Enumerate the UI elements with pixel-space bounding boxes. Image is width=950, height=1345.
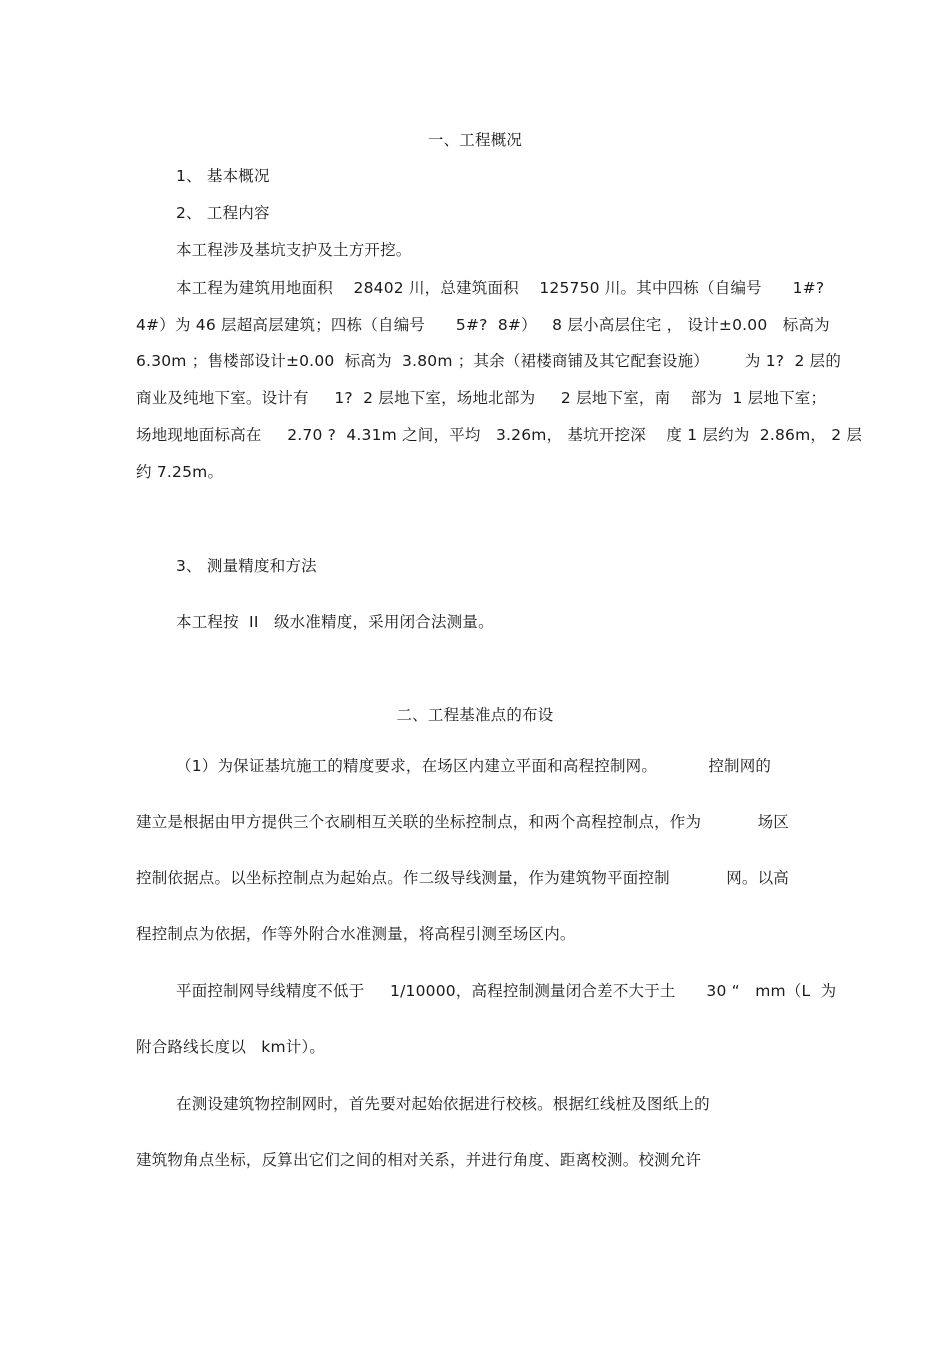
paragraph-line: 附合路线长度以 km计）。 [136, 1038, 326, 1056]
paragraph-line: 商业及纯地下室。设计有 1? 2 层地下室，场地北部为 2 层地下室，南 部为 1 层地下室； [136, 389, 827, 407]
paragraph-line: 平面控制网导线精度不低于 1/10000，高程控制测量闭合差不大于土 30 “ mm（L 为 [176, 982, 837, 1000]
subheading-basic-overview: 1、 基本概况 [176, 167, 270, 185]
section-1-heading: 一、工程概况 [427, 131, 523, 149]
section-2-heading: 二、工程基准点的布设 [396, 706, 554, 724]
paragraph-accuracy: 本工程按 II 级水准精度，采用闭合法测量。 [176, 613, 494, 631]
paragraph-line: 场地现地面标高在 2.70 ? 4.31m 之间，平均 3.26m， 基坑开挖深 度 1 层约为 2.86m， 2 层 [136, 426, 863, 444]
paragraph-line: 程控制点为依据，作等外附合水准测量，将高程引测至场区内。 [136, 925, 576, 943]
paragraph-line: 本工程为建筑用地面积 28402 川，总建筑面积 125750 川。其中四栋（自编号 1#? [176, 279, 825, 297]
paragraph-scope: 本工程涉及基坑支护及土方开挖。 [176, 241, 412, 259]
paragraph-line: 控制依据点。以坐标控制点为起始点。作二级导线测量，作为建筑物平面控制 网。以高 [136, 869, 789, 887]
paragraph-line: 建立是根据由甲方提供三个衣刷相互关联的坐标控制点，和两个高程控制点，作为 场区 [136, 813, 789, 831]
subheading-survey-accuracy: 3、 测量精度和方法 [176, 557, 317, 575]
paragraph-line: 6.30m ；售楼部设计±0.00 标高为 3.80m ；其余（裙楼商铺及其它配套设施） 为 1? 2 层的 [136, 352, 842, 370]
subheading-project-content: 2、 工程内容 [176, 204, 270, 222]
paragraph-line: 约 7.25m。 [136, 463, 224, 481]
paragraph-line: （1）为保证基坑施工的精度要求，在场区内建立平面和高程控制网。 控制网的 [176, 757, 772, 775]
paragraph-line: 建筑物角点坐标，反算出它们之间的相对关系，并进行角度、距离校测。校测允许 [136, 1151, 702, 1169]
paragraph-line: 在测设建筑物控制网时，首先要对起始依据进行校核。根据红线桩及图纸上的 [176, 1095, 710, 1113]
paragraph-line: 4#）为 46 层超高层建筑；四栋（自编号 5#? 8#） 8 层小高层住宅 ， 设计±0.00 标高为 [136, 316, 830, 334]
